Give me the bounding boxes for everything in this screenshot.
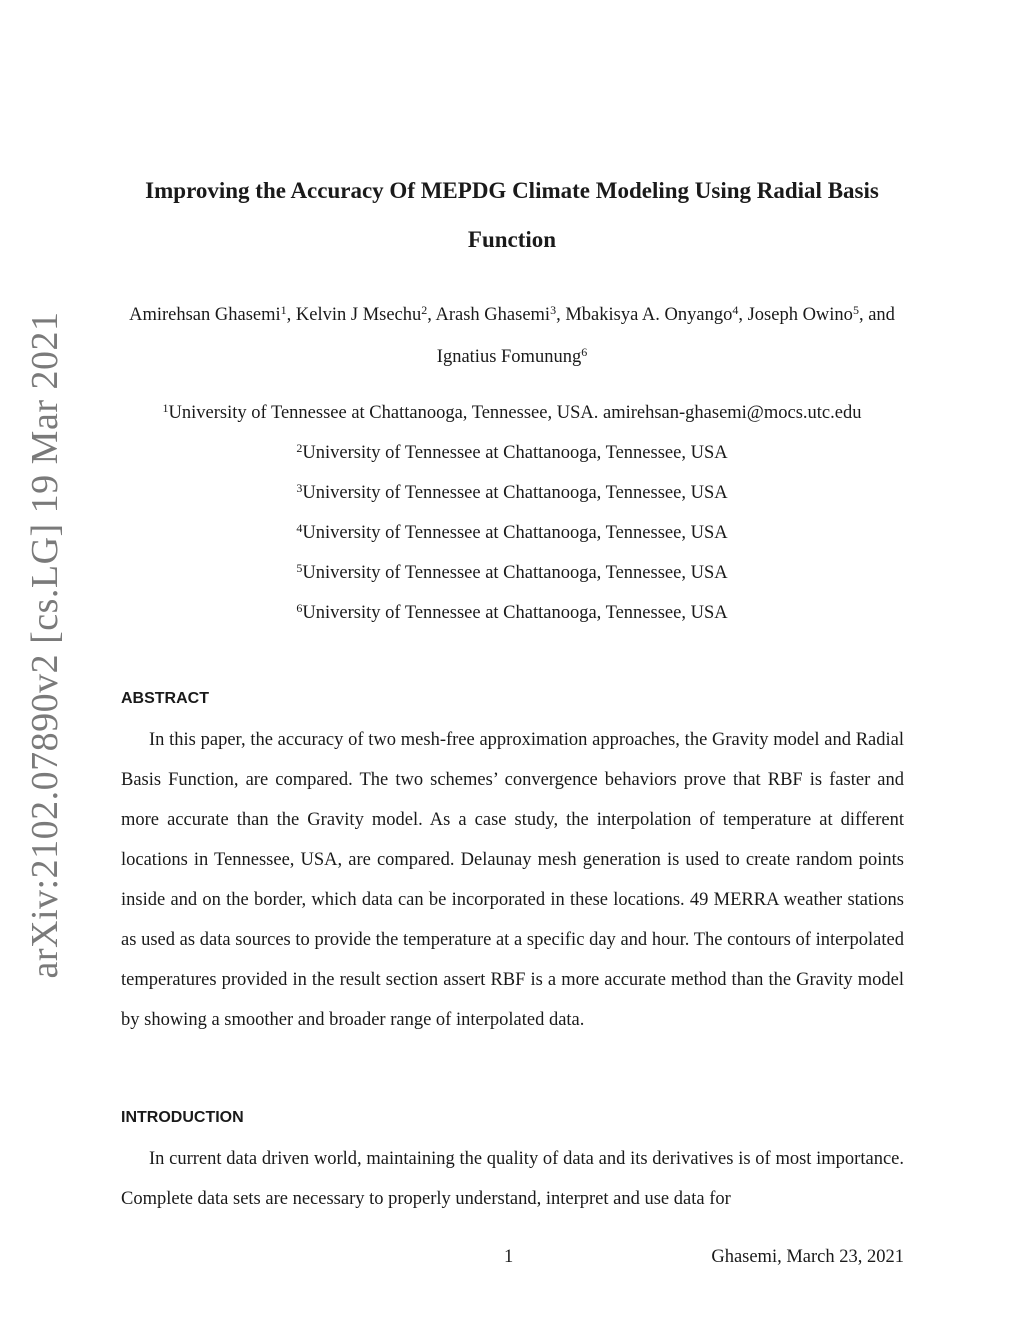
author bbox=[129, 305, 296, 325]
author-affiliation-mark: 5 bbox=[852, 303, 859, 317]
affiliation-mark: 6 bbox=[296, 601, 303, 615]
introduction-body: In current data driven world, maintaining the quality of data and its derivatives is of most importance. Complete data sets are necessary to properly understand, interpret and use data for bbox=[121, 1149, 904, 1209]
affiliation-item bbox=[120, 593, 904, 633]
author-name: Mbakisya A. Onyango bbox=[565, 305, 733, 325]
author-name: Ignatius Fomunung bbox=[436, 347, 582, 367]
affiliation-text: University of Tennessee at Chattanooga, Tennessee, USA bbox=[302, 483, 728, 503]
page-number: 1 bbox=[504, 1247, 514, 1267]
author-name: Amirehsan Ghasemi bbox=[129, 305, 281, 325]
affiliation-mark: 5 bbox=[296, 561, 303, 575]
author bbox=[436, 305, 566, 325]
affiliation-list bbox=[120, 393, 904, 633]
author bbox=[437, 347, 587, 367]
running-footer: Ghasemi, March 23, 2021 bbox=[711, 1247, 904, 1267]
affiliation-mark: 4 bbox=[296, 521, 303, 535]
author bbox=[296, 305, 436, 325]
author-affiliation-mark: 6 bbox=[581, 345, 588, 359]
author-list bbox=[120, 294, 904, 378]
author-name: Arash Ghasemi bbox=[435, 305, 551, 325]
affiliation-mark: 3 bbox=[296, 481, 303, 495]
affiliation-text: University of Tennessee at Chattanooga, Tennessee, USA. amirehsan-ghasemi@mocs.utc.edu bbox=[168, 403, 862, 423]
arxiv-identifier-stamp: arXiv:2102.07890v2 [cs.LG] 19 Mar 2021 bbox=[24, 311, 66, 979]
author-affiliation-mark: 2 bbox=[421, 303, 428, 317]
author bbox=[565, 305, 747, 325]
author bbox=[748, 305, 895, 325]
affiliation-item bbox=[120, 433, 904, 473]
abstract-body: In this paper, the accuracy of two mesh-free approximation approaches, the Gravity model and Radial Basis Function, are compared. The two schemes’ convergence behaviors prove that RBF is faster and more accurate than the Gravity model. As a case study, the interpolation of temperature at different locations in Tennessee, USA, are compared. Delaunay mesh generation is used to create random points inside and on the border, which data can be incorporated in these locations. 49 MERRA weather stations as used as data sources to provide the temperature at a specific day and hour. The contours of interpolated temperatures provided in the result section assert RBF is a more accurate method than the Gravity model by showing a smoother and broader range of interpolated data. bbox=[121, 730, 904, 1030]
affiliation-item bbox=[120, 473, 904, 513]
author-separator: , and bbox=[858, 305, 895, 325]
author-name: Joseph Owino bbox=[747, 305, 853, 325]
author-separator: , bbox=[556, 305, 566, 325]
author-separator: , bbox=[738, 305, 748, 325]
abstract-heading: ABSTRACT bbox=[121, 690, 209, 707]
affiliation-mark: 2 bbox=[296, 441, 303, 455]
introduction-heading: INTRODUCTION bbox=[121, 1109, 244, 1126]
author-affiliation-mark: 3 bbox=[550, 303, 557, 317]
affiliation-text: University of Tennessee at Chattanooga, Tennessee, USA bbox=[302, 443, 728, 463]
affiliation-text: University of Tennessee at Chattanooga, Tennessee, USA bbox=[302, 563, 728, 583]
author-name: Kelvin J Msechu bbox=[295, 305, 422, 325]
paper-title: Improving the Accuracy Of MEPDG Climate Modeling Using Radial Basis Function bbox=[145, 178, 879, 252]
author-separator: , bbox=[286, 305, 296, 325]
affiliation-item bbox=[120, 393, 904, 433]
author-affiliation-mark: 1 bbox=[280, 303, 287, 317]
affiliation-item bbox=[120, 513, 904, 553]
author-affiliation-mark: 4 bbox=[732, 303, 739, 317]
affiliation-mark: 1 bbox=[162, 401, 169, 415]
author-separator: , bbox=[427, 305, 436, 325]
affiliation-text: University of Tennessee at Chattanooga, Tennessee, USA bbox=[302, 523, 728, 543]
affiliation-text: University of Tennessee at Chattanooga, Tennessee, USA bbox=[302, 603, 728, 623]
affiliation-item bbox=[120, 553, 904, 593]
